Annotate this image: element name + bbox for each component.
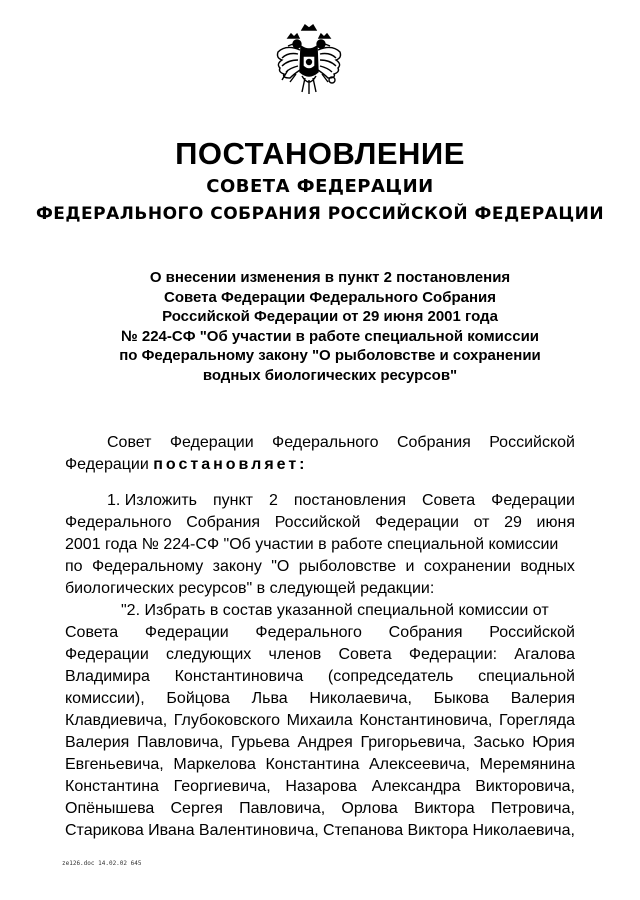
subject-line: по Федеральному закону "О рыболовстве и сохранении bbox=[119, 347, 541, 364]
word: Валентиновича, bbox=[198, 822, 319, 839]
word: Федерации bbox=[144, 624, 229, 641]
word: Совет bbox=[107, 434, 152, 451]
word: закону bbox=[212, 558, 262, 575]
word: Евгеньевича, bbox=[65, 756, 164, 773]
word: Совета bbox=[65, 624, 119, 641]
word: членов bbox=[268, 646, 322, 663]
word: Федеральному bbox=[91, 558, 204, 575]
paragraph-2-line bbox=[65, 732, 575, 754]
word: сохранении bbox=[423, 558, 511, 575]
subject-line: Совета Федерации Федерального Собрания bbox=[163, 288, 497, 306]
word: Юрия bbox=[532, 734, 575, 751]
word: Георгиевича, bbox=[173, 778, 271, 795]
coat-of-arms-icon bbox=[272, 22, 346, 104]
preamble-line-1 bbox=[65, 432, 575, 454]
word: Орлова bbox=[341, 800, 398, 817]
word: Засько bbox=[473, 734, 525, 751]
document-subject bbox=[60, 268, 600, 385]
word: Павловича, bbox=[137, 734, 224, 751]
word: рыболовстве bbox=[298, 558, 397, 575]
word: июня bbox=[536, 514, 575, 531]
subject-line: № 224-СФ "Об участии в работе специальной комиссии bbox=[120, 327, 540, 345]
issuer-line-1: СОВЕТА ФЕДЕРАЦИИ bbox=[206, 176, 434, 197]
word: Степанова bbox=[323, 822, 404, 839]
file-stamp: ze126.doc 14.02.02 645 bbox=[62, 860, 142, 867]
word: Федерации bbox=[169, 434, 254, 451]
word: Меремянина bbox=[479, 756, 575, 773]
word: пункт bbox=[212, 492, 253, 509]
word: Льва bbox=[251, 690, 288, 707]
word: Федерации bbox=[375, 514, 459, 531]
subject-line: водных биологических ресурсов" bbox=[202, 366, 458, 384]
paragraph-1-line: биологических ресурсов" в следующей редакции: bbox=[65, 580, 435, 597]
paragraph-1-line bbox=[65, 534, 575, 556]
issuer-line-2: ФЕДЕРАЛЬНОГО СОБРАНИЯ РОССИЙСКОЙ ФЕДЕРАЦИИ bbox=[35, 204, 605, 224]
word: Федерации bbox=[491, 492, 575, 509]
word: Собрания bbox=[388, 624, 463, 641]
word: Совета bbox=[422, 492, 476, 509]
word: постановления bbox=[293, 492, 407, 509]
word: Федерального bbox=[272, 434, 379, 451]
paragraph-2-line bbox=[65, 754, 575, 776]
paragraph-2-line bbox=[65, 688, 575, 710]
word: Виктора bbox=[407, 822, 469, 839]
word: Ивана bbox=[148, 822, 195, 839]
word: Собрания bbox=[186, 514, 261, 531]
word: 1. Изложить bbox=[107, 492, 197, 509]
word: Валерия bbox=[65, 734, 130, 751]
preamble-line-2 bbox=[65, 454, 575, 476]
word: Клавдиевича, bbox=[65, 712, 168, 729]
word: Агалова bbox=[514, 646, 575, 663]
paragraph-1-line bbox=[65, 490, 575, 512]
word: и bbox=[405, 558, 415, 575]
paragraph-2-line bbox=[65, 622, 575, 644]
word: по bbox=[65, 558, 83, 575]
word: Владимира bbox=[65, 668, 150, 685]
paragraph-2-line bbox=[65, 798, 575, 820]
enacting-word: постановляет: bbox=[153, 456, 308, 473]
word: Михаила bbox=[286, 712, 353, 729]
word: (сопредседатель bbox=[327, 668, 454, 685]
paragraph-1-line bbox=[65, 556, 575, 578]
word: 29 bbox=[504, 514, 522, 531]
word: Константиновича, bbox=[359, 712, 493, 729]
word: Николаевича, bbox=[472, 822, 575, 839]
paragraph-2-line bbox=[65, 600, 575, 622]
word: 2 bbox=[268, 492, 278, 509]
word: Валерия bbox=[510, 690, 575, 707]
paragraph-2-line bbox=[65, 666, 575, 688]
word: Российской bbox=[489, 434, 575, 451]
word: Глубоковского bbox=[173, 712, 280, 729]
paragraph-2-line bbox=[65, 644, 575, 666]
word: Петровича, bbox=[490, 800, 575, 817]
word: специальной bbox=[478, 668, 575, 685]
word: Горегляда bbox=[498, 712, 575, 729]
word: Федерального bbox=[65, 514, 172, 531]
paragraph-1-line bbox=[65, 512, 575, 534]
word: Маркелова bbox=[173, 756, 256, 773]
word: Федерального bbox=[255, 624, 362, 641]
subject-line: О внесении изменения в пункт 2 постановления bbox=[149, 269, 511, 286]
word: водных bbox=[520, 558, 575, 575]
word: от bbox=[473, 514, 490, 531]
word: Опёнышева bbox=[65, 800, 155, 817]
word: Федерации: bbox=[408, 646, 498, 663]
word: следующих bbox=[165, 646, 252, 663]
word: Андрея bbox=[297, 734, 353, 751]
subject-line: Российской Федерации от 29 июня 2001 года bbox=[162, 308, 498, 325]
word: "О bbox=[271, 558, 290, 575]
paragraph-2-line bbox=[65, 776, 575, 798]
word: Совета bbox=[338, 646, 392, 663]
word: Григорьевича, bbox=[360, 734, 466, 751]
word: Назарова bbox=[285, 778, 357, 795]
word: Быкова bbox=[433, 690, 489, 707]
paragraph-1 bbox=[65, 490, 575, 600]
word: Российской bbox=[489, 624, 575, 641]
word: Старикова bbox=[65, 822, 144, 839]
word: Николаевича, bbox=[309, 690, 412, 707]
word: Алексеевича, bbox=[369, 756, 470, 773]
paragraph-2 bbox=[65, 600, 575, 842]
word: Собрания bbox=[396, 434, 471, 451]
word: Российской bbox=[274, 514, 361, 531]
word: Гурьева bbox=[230, 734, 290, 751]
word: Сергея bbox=[170, 800, 223, 817]
word: Константина bbox=[265, 756, 360, 773]
document-title: ПОСТАНОВЛЕНИЕ bbox=[175, 136, 465, 171]
paragraph-2-line bbox=[65, 710, 575, 732]
preamble bbox=[65, 432, 575, 476]
word: Константиновича bbox=[174, 668, 304, 685]
word: Константина bbox=[65, 778, 159, 795]
word: Бойцова bbox=[166, 690, 230, 707]
word: "2. Избрать в состав указанной специальной комиссии от bbox=[121, 602, 549, 619]
word: 2001 года № 224-СФ "Об участии в работе специальной комиссии bbox=[65, 536, 559, 553]
word: Викторовича, bbox=[475, 778, 575, 795]
paragraph-2-line bbox=[65, 820, 575, 842]
word: комиссии), bbox=[65, 690, 145, 707]
preamble-text: Федерации bbox=[65, 456, 154, 473]
word: Александра bbox=[371, 778, 461, 795]
word: Виктора bbox=[414, 800, 475, 817]
word: Федерации bbox=[65, 646, 149, 663]
word: Павловича, bbox=[239, 800, 326, 817]
